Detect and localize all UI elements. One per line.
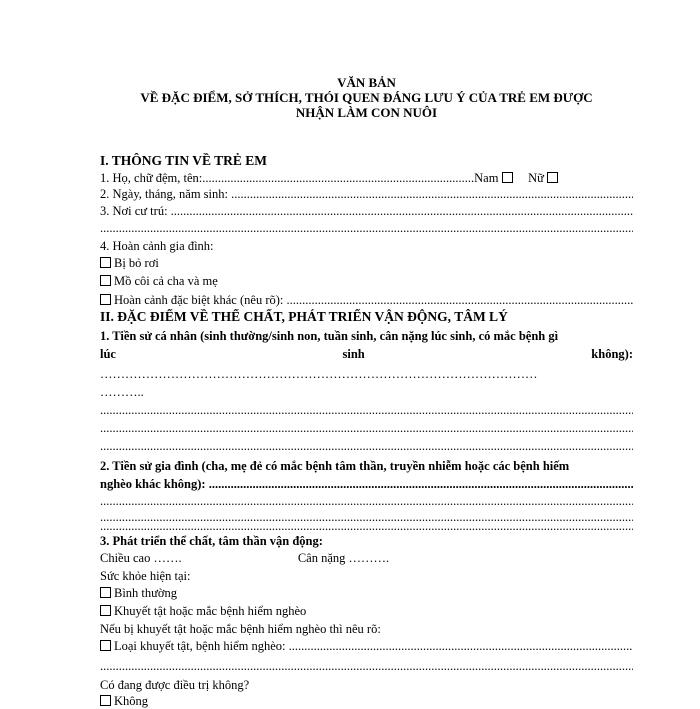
residence-dots — [100, 220, 633, 236]
name-label: 1. Họ, chữ đệm, tên: — [100, 171, 203, 185]
opt-normal-row — [100, 585, 633, 601]
q1-word-luc: lúc — [100, 347, 116, 361]
height-label: Chiều cao ……. — [100, 551, 182, 565]
section-1-heading: I. THÔNG TIN VỀ TRẺ EM — [100, 153, 268, 168]
normal-checkbox[interactable] — [100, 587, 111, 598]
name-dots: ....................................................................................... — [202, 171, 475, 185]
abandoned-label: Bị bỏ rơi — [114, 256, 159, 270]
residence-row — [100, 203, 633, 219]
orphan-label: Mồ côi cả cha và mẹ — [114, 274, 218, 288]
document-title — [100, 75, 633, 120]
special-label: Hoàn cảnh đặc biệt khác (nêu rõ): — [114, 293, 284, 307]
q2-label: nghèo khác không): — [100, 477, 206, 491]
orphan-checkbox[interactable] — [100, 275, 111, 286]
dob-label: 2. Ngày, tháng, năm sinh: — [100, 187, 228, 201]
opt-special-row — [100, 292, 633, 308]
q1-line-1: 1. Tiền sử cá nhân (sinh thường/sinh non, tuần sinh, cân nặng lúc sinh, có mắc bệnh gì — [100, 329, 559, 343]
disabled-checkbox[interactable] — [100, 605, 111, 616]
no-checkbox[interactable] — [100, 695, 111, 706]
q2-line-1: 2. Tiền sử gia đình (cha, mẹ đẻ có mắc bệnh tâm thần, truyền nhiễm hoặc các bệnh hiếm — [100, 459, 570, 473]
disabled-label: Khuyết tật hoặc mắc bệnh hiểm nghèo — [114, 604, 307, 618]
weight-label: Cân nặng ………. — [297, 551, 390, 565]
q1-dots-a: …………………………………………………………………………………………… — [100, 367, 538, 381]
female-label: Nữ — [528, 171, 544, 185]
health-label: Sức khỏe hiện tại: — [100, 569, 191, 583]
normal-label: Bình thường — [114, 586, 178, 600]
q1-word-khong: không): — [591, 347, 633, 361]
opt-disabled-row — [100, 603, 633, 619]
q3-heading: 3. Phát triển thể chất, tâm thần vận động: — [100, 534, 323, 548]
abandoned-checkbox[interactable] — [100, 257, 111, 268]
q1-line-2 — [100, 346, 633, 362]
q2-line-2 — [100, 476, 633, 492]
residence-label: 3. Nơi cư trú: — [100, 204, 168, 218]
title-line-3: NHẬN LÀM CON NUÔI — [295, 105, 438, 120]
q2-dots-a — [100, 493, 633, 509]
male-checkbox[interactable] — [502, 172, 513, 183]
q1-dots-e — [100, 438, 633, 454]
section-2-heading: II. ĐẶC ĐIỂM VỀ THỂ CHẤT, PHÁT TRIỂN VẬN ĐỘNG, TÂM LÝ — [100, 309, 508, 324]
opt-orphan-row — [100, 273, 633, 289]
q2-dots-c — [100, 518, 633, 534]
opt-no-row — [100, 693, 633, 709]
q1-dots-b: ……….. — [100, 385, 144, 399]
q1-word-sinh: sinh — [342, 347, 365, 361]
disability-type-row — [100, 638, 633, 654]
measure-row — [100, 550, 633, 566]
opt-abandoned-row — [100, 255, 633, 271]
title-line-2: VỀ ĐẶC ĐIỂM, SỞ THÍCH, THÓI QUEN ĐÁNG LƯU Ý CỦA TRẺ EM ĐƯỢC — [140, 90, 593, 105]
female-checkbox[interactable] — [547, 172, 558, 183]
title-line-1: VĂN BẢN — [337, 75, 396, 90]
disability-dots — [100, 658, 633, 674]
q1-dots-c — [100, 402, 633, 418]
no-label: Không — [114, 694, 149, 708]
special-checkbox[interactable] — [100, 294, 111, 305]
disability-type-checkbox[interactable] — [100, 640, 111, 651]
dob-row — [100, 186, 633, 202]
name-row — [100, 170, 633, 186]
disability-type-label: Loại khuyết tật, bệnh hiểm nghèo: — [114, 639, 286, 653]
family-label: 4. Hoàn cảnh gia đình: — [100, 239, 214, 253]
if-disabled-label: Nếu bị khuyết tật hoặc mắc bệnh hiểm nghèo thì nêu rõ: — [100, 622, 381, 636]
treatment-question: Có đang được điều trị không? — [100, 678, 250, 692]
q1-dots-d — [100, 420, 633, 436]
male-label: Nam — [474, 171, 499, 185]
